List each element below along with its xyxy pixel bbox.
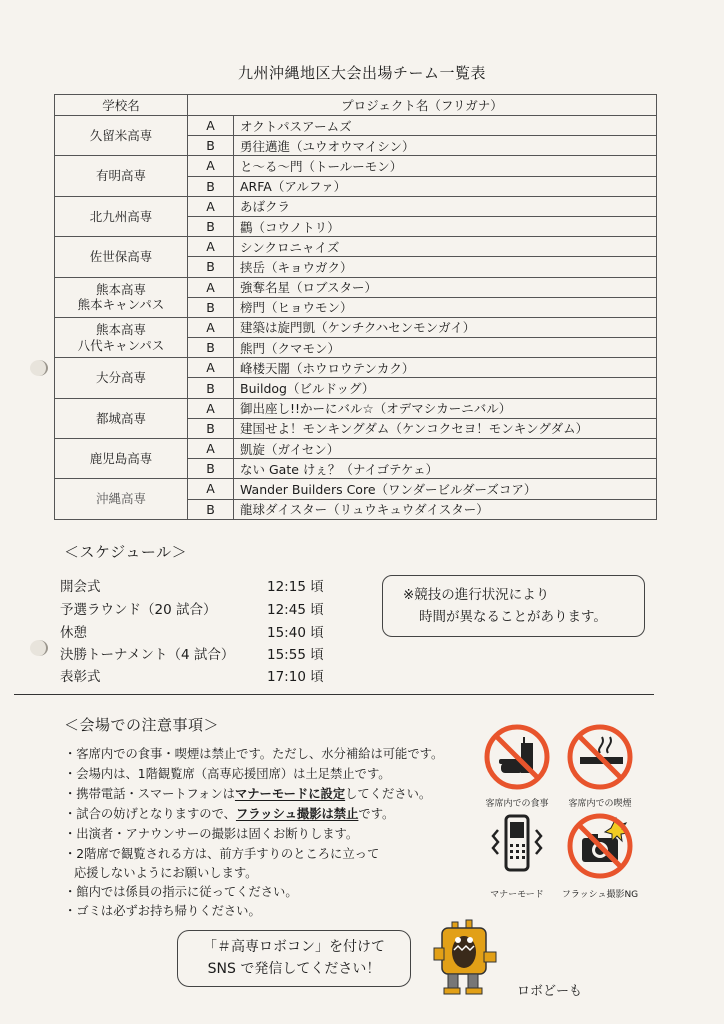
- school-name: 久留米高専: [55, 116, 188, 156]
- schedule-heading: ＜スケジュール＞: [64, 543, 188, 561]
- icon-label: フラッシュ撮影NG: [561, 890, 639, 900]
- icon-label: 客席内での喫煙: [568, 799, 632, 809]
- punch-hole: [30, 360, 48, 376]
- rule-item: ・館内では係員の指示に従ってください。: [64, 885, 298, 899]
- sns-box: [177, 930, 411, 987]
- school-name: 都城高専: [55, 398, 188, 438]
- rule-text: ・試合の妨げとなりますので、: [64, 807, 236, 821]
- icon-label: 客席内での食事: [485, 799, 549, 809]
- project-name: 挟岳（キョウガク）: [234, 257, 657, 277]
- table-row: [55, 156, 657, 176]
- rule-text: してください。: [345, 787, 432, 801]
- table-row: [55, 358, 657, 378]
- no-flash-icon: [566, 812, 634, 880]
- project-name: 鸛（コウノトリ）: [234, 216, 657, 236]
- team-table: [54, 94, 657, 520]
- mascot-robot-icon: [430, 918, 500, 998]
- table-row: [55, 479, 657, 499]
- team-division: B: [188, 418, 234, 438]
- mascot-name: ロボどーも: [517, 984, 583, 999]
- section-divider: [14, 694, 654, 695]
- project-name: 榜門（ヒョウモン）: [234, 297, 657, 317]
- project-name: あばクラ: [234, 196, 657, 216]
- school-name: 沖縄高専: [55, 479, 188, 519]
- project-name: 建築は旋門凱（ケンチクハセンモンガイ）: [234, 317, 657, 337]
- schedule-item-label: 開会式: [60, 579, 101, 595]
- note-line: ※競技の進行状況により: [403, 587, 550, 603]
- header-project: プロジェクト名（フリガナ）: [188, 95, 657, 116]
- no-smoking-icon: [566, 723, 634, 791]
- team-rows: [55, 116, 657, 520]
- rule-item: ・客席内での食事・喫煙は禁止です。ただし、水分補給は可能です。: [64, 747, 444, 761]
- project-name: 勇往邁進（ユウオウマイシン）: [234, 136, 657, 156]
- table-row: [55, 277, 657, 297]
- school-name: 鹿児島高専: [55, 439, 188, 479]
- icon-label: マナーモード: [490, 890, 544, 900]
- team-division: A: [188, 358, 234, 378]
- school-name-line: 熊本高専: [95, 321, 146, 337]
- school-name: 大分高専: [55, 358, 188, 398]
- team-division: B: [188, 459, 234, 479]
- school-name: [55, 317, 188, 357]
- team-division: B: [188, 257, 234, 277]
- project-name: ARFA（アルファ）: [234, 176, 657, 196]
- rules-heading: ＜会場での注意事項＞: [64, 716, 220, 734]
- team-division: A: [188, 398, 234, 418]
- page-title: 九州沖縄地区大会出場チーム一覧表: [237, 64, 486, 82]
- table-header-row: [55, 95, 657, 116]
- table-row: [55, 317, 657, 337]
- schedule-item-label: 予選ラウンド（20 試合）: [60, 602, 217, 618]
- table-row: [55, 237, 657, 257]
- project-name: Buildog（ビルドッグ）: [234, 378, 657, 398]
- rule-emphasis: フラッシュ撮影は禁止: [235, 807, 359, 821]
- rule-text: ・携帯電話・スマートフォンは: [64, 787, 235, 801]
- schedule-item-time: 17:10 頃: [267, 669, 324, 685]
- team-division: B: [188, 297, 234, 317]
- project-name: ない Gate けぇ？（ナイゴテケェ）: [234, 459, 657, 479]
- team-division: B: [188, 136, 234, 156]
- school-name: 有明高専: [55, 156, 188, 196]
- team-division: B: [188, 216, 234, 236]
- table-row: [55, 116, 657, 136]
- rule-item: [64, 804, 394, 822]
- rule-item: ・ゴミは必ずお持ち帰りください。: [64, 904, 261, 918]
- project-name: 熊門（クマモン）: [234, 338, 657, 358]
- no-eating-icon: [483, 723, 551, 791]
- project-name: 龍球ダイスター（リュウキュウダイスター）: [234, 499, 657, 519]
- table-row: [55, 439, 657, 459]
- rule-item: [64, 784, 431, 802]
- rule-emphasis: マナーモードに設定: [234, 787, 346, 801]
- punch-hole: [30, 640, 48, 656]
- project-name: 強奪名星（ロブスター）: [234, 277, 657, 297]
- team-division: B: [188, 499, 234, 519]
- team-division: B: [188, 338, 234, 358]
- rule-item: ・出演者・アナウンサーの撮影は固くお断りします。: [64, 827, 359, 841]
- project-name: 凱旋（ガイセン）: [234, 439, 657, 459]
- project-name: Wander Builders Core（ワンダービルダーズコア）: [234, 479, 657, 499]
- header-school: 学校名: [55, 95, 188, 116]
- project-name: 峰楼天闇（ホウロウテンカク）: [234, 358, 657, 378]
- team-division: A: [188, 237, 234, 257]
- team-division: A: [188, 196, 234, 216]
- school-name: 北九州高専: [55, 196, 188, 236]
- sns-line: SNS で発信してください！: [207, 961, 381, 977]
- school-name-line: 熊本キャンパス: [77, 297, 165, 313]
- team-division: A: [188, 439, 234, 459]
- schedule-item-time: 12:45 頃: [267, 602, 324, 618]
- team-division: A: [188, 156, 234, 176]
- team-division: A: [188, 479, 234, 499]
- schedule-item-time: 12:15 頃: [267, 579, 324, 595]
- rule-text: です。: [358, 807, 395, 821]
- manner-mode-icon: [486, 812, 548, 876]
- team-division: B: [188, 378, 234, 398]
- schedule-item-label: 表彰式: [60, 669, 101, 685]
- team-division: A: [188, 277, 234, 297]
- rule-item: ・2階席で観覧される方は、前方手すりのところに立って: [64, 847, 380, 861]
- team-division: B: [188, 176, 234, 196]
- schedule-item-label: 休憩: [60, 625, 87, 641]
- school-name: [55, 277, 188, 317]
- rule-item: 応援しないようにお願いします。: [74, 866, 258, 880]
- school-name: 佐世保高専: [55, 237, 188, 277]
- team-division: A: [188, 116, 234, 136]
- rule-item: ・会場内は、1階観覧席（高専応援団席）は土足禁止です。: [64, 767, 391, 781]
- schedule-item-label: 決勝トーナメント（4 試合）: [60, 647, 235, 663]
- project-name: 建国せよ！モンキングダム（ケンコクセヨ！モンキングダム）: [234, 418, 657, 438]
- project-name: 御出座し!!かーにバル☆（オデマシカーニバル）: [234, 398, 657, 418]
- note-line: 時間が異なることがあります。: [419, 609, 607, 625]
- project-name: シンクロニャイズ: [234, 237, 657, 257]
- sns-line: 「＃高専ロボコン」を付けて: [203, 939, 385, 955]
- team-division: A: [188, 317, 234, 337]
- school-name-line: 熊本高専: [95, 281, 146, 297]
- school-name-line: 八代キャンパス: [77, 337, 165, 353]
- project-name: オクトパスアームズ: [234, 116, 657, 136]
- table-row: [55, 196, 657, 216]
- schedule-item-time: 15:55 頃: [267, 647, 324, 663]
- project-name: と～る～門（トールーモン）: [234, 156, 657, 176]
- table-row: [55, 398, 657, 418]
- schedule-item-time: 15:40 頃: [267, 625, 324, 641]
- schedule-note: [382, 575, 645, 637]
